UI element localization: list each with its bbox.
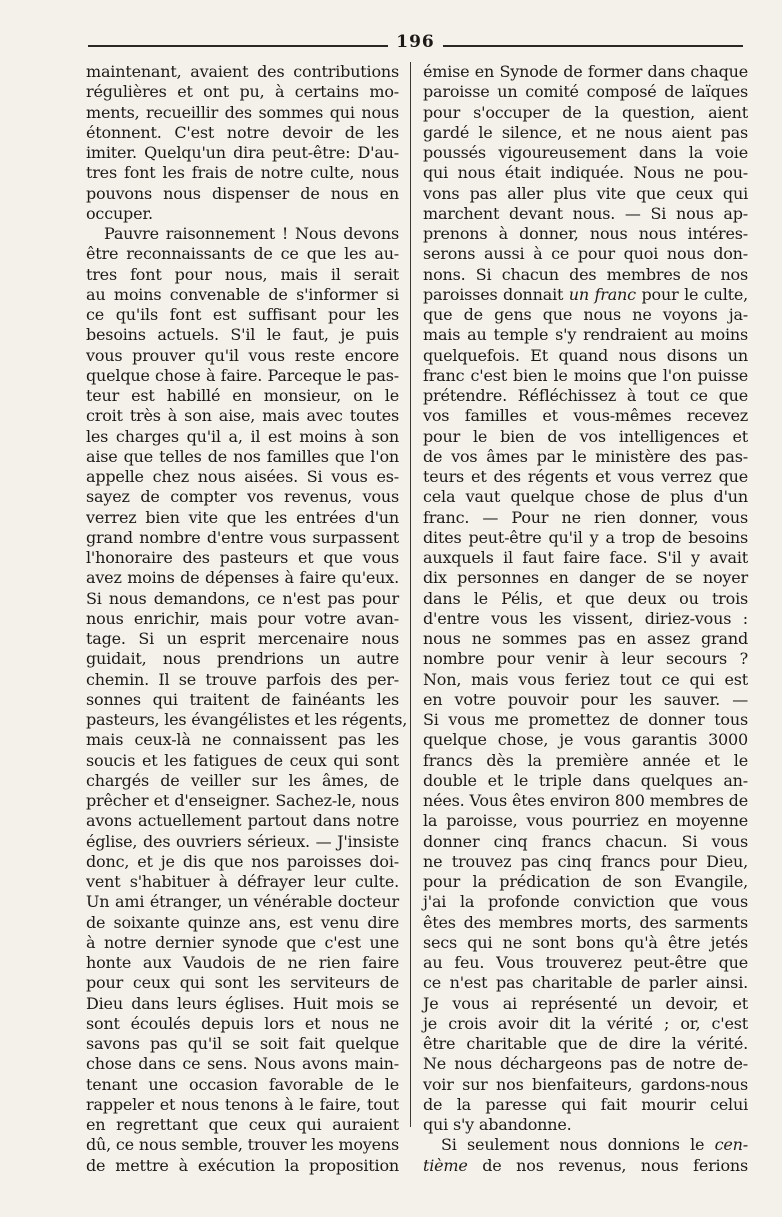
text-line: aise que telles de nos familles que l'on bbox=[86, 446, 399, 466]
text-line: à notre dernier synode que c'est une bbox=[86, 932, 399, 952]
text-line: les charges qu'il a, il est moins à son bbox=[86, 426, 399, 446]
text-line: auxquels il faut faire face. S'il y avait bbox=[423, 548, 748, 567]
text-line: chemin. Il se trouve parfois des per- bbox=[86, 669, 399, 689]
text-line: secs qui ne sont bons qu'à être jetés bbox=[423, 932, 748, 952]
text-line: en regrettant que ceux qui auraient bbox=[86, 1115, 399, 1134]
text-line: mais ceux-là ne connaissent pas les bbox=[86, 730, 399, 750]
text-line: de mettre à exécution la proposition bbox=[86, 1155, 399, 1175]
text-line: tenant une occasion favorable de le bbox=[86, 1074, 399, 1094]
text-line: qui nous était indiquée. Nous ne pou- bbox=[423, 163, 748, 183]
text-line: dû, ce nous semble, trouver les moyens bbox=[86, 1135, 399, 1155]
text-line: vous prouver qu'il vous reste encore bbox=[86, 345, 399, 365]
text-line: chose dans ce sens. Nous avons main- bbox=[86, 1054, 399, 1074]
text-line: sont écoulés depuis lors et nous ne bbox=[86, 1013, 399, 1033]
text-line: donc, et je dis que nos paroisses doi- bbox=[86, 851, 399, 871]
text-line: rappeler et nous tenons à le faire, tout bbox=[86, 1094, 399, 1114]
text-line: en votre pouvoir pour les sauver. — bbox=[423, 689, 748, 709]
text-line: je crois avoir dit la vérité ; or, c'est bbox=[423, 1013, 748, 1033]
text-line: tage. Si un esprit mercenaire nous bbox=[86, 629, 399, 648]
text-line: de soixante quinze ans, est venu dire bbox=[86, 912, 399, 932]
text-line: quelque chose à faire. Parceque le pas- bbox=[86, 365, 399, 385]
text-line: quelque chose, je vous garantis 3000 bbox=[423, 730, 748, 750]
text-line: chargés de veiller sur les âmes, de bbox=[86, 770, 399, 790]
text-line: quelquefois. Et quand nous disons un bbox=[423, 345, 748, 365]
text-line: dites peut-être qu'il y a trop de besoins bbox=[423, 527, 748, 547]
text-line: avons actuellement partout dans notre bbox=[86, 811, 399, 831]
text-line: vos familles et vous-mêmes recevez bbox=[423, 406, 748, 426]
text-line: nous enrichir, mais pour votre avan- bbox=[86, 608, 399, 628]
text-line: serons aussi à ce pour quoi nous don- bbox=[423, 244, 748, 264]
text-line: ce n'est pas charitable de parler ainsi. bbox=[423, 973, 748, 993]
text-line: paroisses donnait un franc pour le culte, bbox=[423, 284, 748, 304]
text-line: sayez de compter vos revenus, vous bbox=[86, 487, 399, 507]
text-line: francs dès la première année et le bbox=[423, 750, 748, 770]
text-line: pasteurs, les évangélistes et les régents, bbox=[86, 710, 408, 729]
text-line: ments, recueillir des sommes qui nous bbox=[86, 102, 399, 122]
text-line: prétendre. Réfléchissez à tout ce que bbox=[423, 386, 748, 405]
text-line: au feu. Vous trouverez peut-être que bbox=[423, 953, 748, 972]
text-line: marchent devant nous. — Si nous ap- bbox=[423, 203, 748, 223]
text-line: que de gens que nous ne voyons ja- bbox=[423, 305, 748, 324]
text-line: Un ami étranger, un vénérable docteur bbox=[86, 892, 399, 912]
text-line: prenons à donner, nous nous intéres- bbox=[423, 224, 748, 243]
text-line: tres font pour nous, mais il serait bbox=[86, 264, 399, 284]
text-line: ne trouvez pas cinq francs pour Dieu, bbox=[423, 851, 748, 871]
text-line: étonnent. C'est notre devoir de les bbox=[86, 122, 399, 142]
text-line: dix personnes en danger de se noyer bbox=[423, 568, 748, 588]
text-line: guidait, nous prendrions un autre bbox=[86, 649, 399, 669]
text-line: grand nombre d'entre vous surpassent bbox=[86, 527, 399, 547]
text-line: croit très à son aise, mais avec toutes bbox=[86, 406, 399, 426]
text-line: Si nous demandons, ce n'est pas pour bbox=[86, 588, 399, 608]
text-line: vent s'habituer à défrayer leur culte. bbox=[86, 872, 399, 891]
left-column bbox=[86, 62, 408, 1176]
text-line: appelle chez nous aisées. Si vous es- bbox=[86, 467, 399, 486]
text-line: émise en Synode de former dans chaque bbox=[423, 62, 748, 81]
header-rule-right bbox=[443, 45, 743, 47]
text-line: voir sur nos bienfaiteurs, gardons-nous bbox=[423, 1074, 748, 1094]
text-line: de la paresse qui fait mourir celui bbox=[423, 1094, 748, 1114]
text-line: de vos âmes par le ministère des pas- bbox=[423, 446, 748, 466]
text-line: dans le Pélis, et que deux ou trois bbox=[423, 588, 748, 608]
text-line: prêcher et d'enseigner. Sachez-le, nous bbox=[86, 791, 399, 810]
text-line: Dieu dans leurs églises. Huit mois se bbox=[86, 993, 399, 1013]
text-line: double et le triple dans quelques an- bbox=[423, 770, 748, 790]
text-line: teur est habillé en monsieur, on le bbox=[86, 386, 399, 405]
text-line: Non, mais vous feriez tout ce qui est bbox=[423, 669, 748, 689]
text-line: Si vous me promettez de donner tous bbox=[423, 710, 748, 729]
text-line: cela vaut quelque chose de plus d'un bbox=[423, 487, 748, 507]
text-line: paroisse un comité composé de laïques bbox=[423, 82, 748, 102]
text-line: nées. Vous êtes environ 800 membres de bbox=[423, 791, 748, 810]
text-line: qui s'y abandonne. bbox=[423, 1115, 572, 1134]
text-line: vons pas aller plus vite que ceux qui bbox=[423, 183, 748, 203]
text-line: Ne nous déchargeons pas de notre de- bbox=[423, 1054, 748, 1074]
text-line: franc c'est bien le moins que l'on puisse bbox=[423, 365, 748, 385]
text-line: poussés vigoureusement dans la voie bbox=[423, 143, 748, 162]
text-line: verrez bien vite que les entrées d'un bbox=[86, 507, 399, 527]
header-rule-left bbox=[88, 45, 388, 47]
column-divider bbox=[410, 62, 411, 1127]
text-line: pour le bien de vos intelligences et bbox=[423, 426, 748, 446]
text-line: tième de nos revenus, nous ferions bbox=[423, 1155, 748, 1175]
page-header bbox=[88, 32, 743, 54]
text-line: avez moins de dépenses à faire qu'eux. bbox=[86, 568, 399, 588]
text-line: ce qu'ils font est suffisant pour les bbox=[86, 305, 399, 324]
text-line: occuper. bbox=[86, 203, 153, 223]
text-line: soucis et les fatigues de ceux qui sont bbox=[86, 750, 399, 770]
text-line: pour ceux qui sont les serviteurs de bbox=[86, 973, 399, 993]
text-line: pour s'occuper de la question, aient bbox=[423, 102, 748, 122]
text-line: être charitable que de dire la vérité. bbox=[423, 1034, 748, 1053]
page-number: 196 bbox=[396, 32, 435, 52]
text-line: nons. Si chacun des membres de nos bbox=[423, 264, 748, 284]
text-line: j'ai la profonde conviction que vous bbox=[423, 892, 748, 912]
text-line: tres font les frais de notre culte, nous bbox=[86, 163, 399, 183]
text-line: savons pas qu'il se soit fait quelque bbox=[86, 1034, 399, 1053]
text-line: nombre pour venir à leur secours ? bbox=[423, 649, 748, 669]
text-line: pour la prédication de son Evangile, bbox=[423, 872, 748, 891]
text-line: Je vous ai représenté un devoir, et bbox=[423, 993, 748, 1013]
text-line: pouvons nous dispenser de nous en bbox=[86, 183, 399, 203]
text-line: d'entre vous les vissent, diriez-vous : bbox=[423, 608, 748, 628]
text-line: besoins actuels. S'il le faut, je puis bbox=[86, 325, 399, 345]
text-line: sonnes qui traitent de fainéants les bbox=[86, 689, 399, 709]
text-line: régulières et ont pu, à certains mo- bbox=[86, 82, 399, 102]
text-line: nous ne sommes pas en assez grand bbox=[423, 629, 748, 648]
text-line: l'honoraire des pasteurs et que vous bbox=[86, 548, 399, 567]
text-line: donner cinq francs chacun. Si vous bbox=[423, 831, 748, 851]
text-line: maintenant, avaient des contributions bbox=[86, 62, 399, 81]
text-line: gardé le silence, et ne nous aient pas bbox=[423, 122, 748, 142]
text-line: teurs et des régents et vous verrez que bbox=[423, 467, 748, 486]
text-line: êtes des membres morts, des sarments bbox=[423, 912, 748, 932]
right-column bbox=[423, 62, 748, 1176]
text-line: franc. — Pour ne rien donner, vous bbox=[423, 507, 748, 527]
text-line: la paroisse, vous pourriez en moyenne bbox=[423, 811, 748, 831]
text-line: au moins convenable de s'informer si bbox=[86, 284, 399, 304]
text-line: être reconnaissants de ce que les au- bbox=[86, 244, 399, 264]
text-line: honte aux Vaudois de ne rien faire bbox=[86, 953, 399, 972]
text-line: église, des ouvriers sérieux. — J'insiste bbox=[86, 831, 399, 851]
text-line: Si seulement nous donnions le cen- bbox=[441, 1135, 748, 1155]
text-line: imiter. Quelqu'un dira peut-être: D'au- bbox=[86, 143, 399, 162]
text-line: Pauvre raisonnement ! Nous devons bbox=[104, 224, 399, 243]
text-line: mais au temple s'y rendraient au moins bbox=[423, 325, 748, 345]
